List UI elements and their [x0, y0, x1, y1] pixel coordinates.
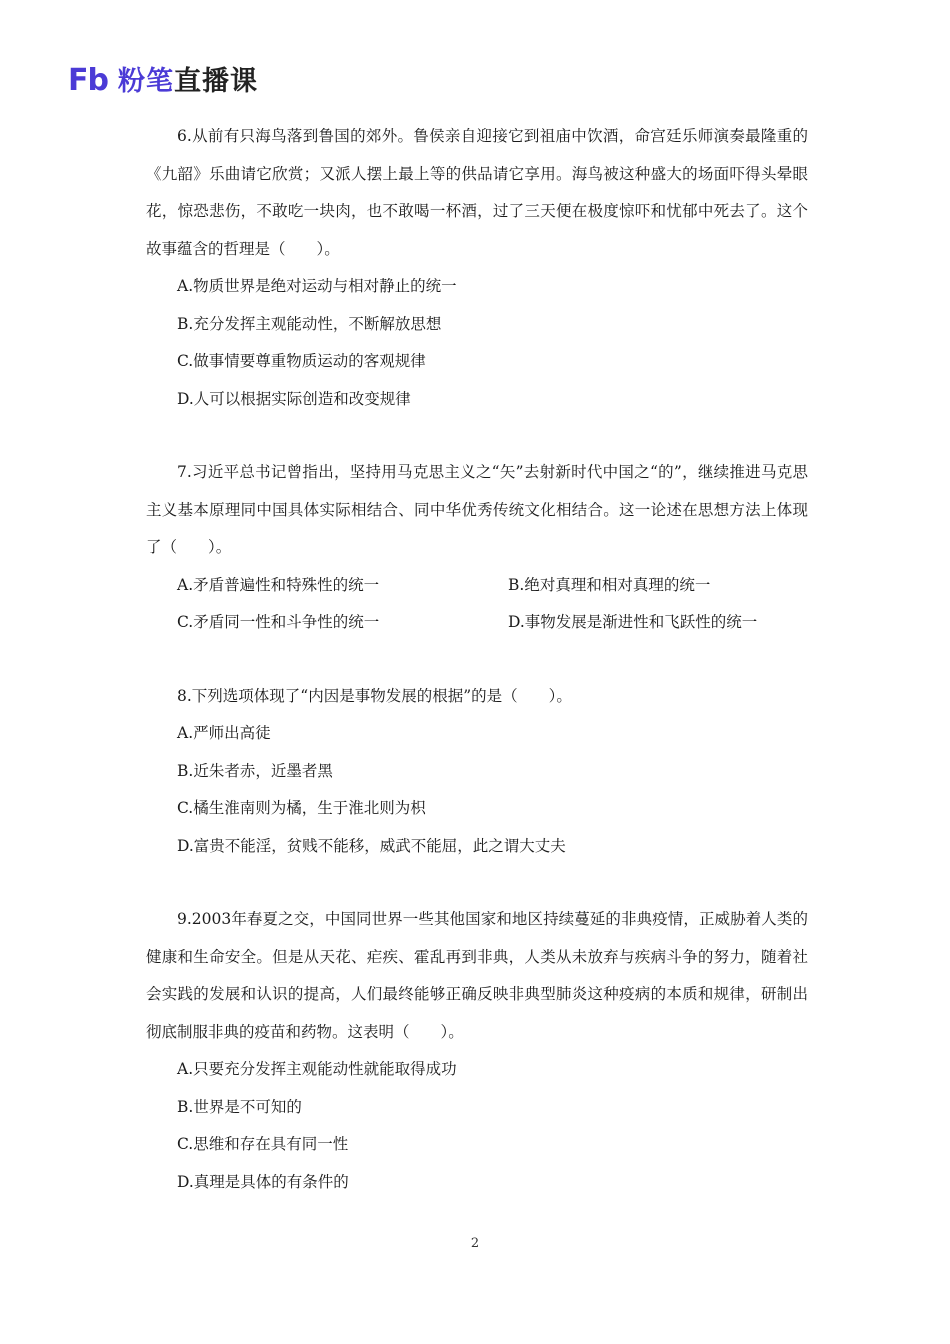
option-a: A.只要充分发挥主观能动性就能取得成功: [177, 1060, 457, 1078]
question-stem: 9.2003年春夏之交，中国同世界一些其他国家和地区持续蔓延的非典疫情，正威胁着人类的健康和生命安全。但是从天花、疟疾、霍乱再到非典，人类从未放弃与疾病斗争的努力，随着社会实践的发展和认识的提高，人们最终能够正确反映非典型肺炎这种疫病的本质和规律，研制出彻底制服非典的疫苗和药物。这表明（ ）。: [146, 910, 808, 1041]
option-row: [146, 604, 808, 642]
option-b: B.充分发挥主观能动性，不断解放思想: [177, 314, 442, 333]
question-stem: 8.下列选项体现了“内因是事物发展的根据”的是（ ）。: [177, 686, 572, 705]
question-8: [146, 678, 808, 866]
document-body: [146, 118, 808, 1237]
option-d: D.富贵不能淫，贫贱不能移，威武不能屈，此之谓大丈夫: [177, 836, 566, 855]
option-a: A.物质世界是绝对运动与相对静止的统一: [177, 277, 457, 295]
logo-text: [117, 65, 258, 97]
option-c: C.矛盾同一性和斗争性的统一: [177, 613, 380, 631]
option-c: C.橘生淮南则为橘，生于淮北则为枳: [177, 799, 426, 817]
option-a: A.矛盾普遍性和特殊性的统一: [177, 575, 380, 594]
fb-logo-icon: Fb: [68, 63, 108, 98]
logo-brand-text: 粉笔: [117, 65, 174, 97]
option-b: B.世界是不可知的: [177, 1097, 302, 1116]
option-d: D.人可以根据实际创造和改变规律: [177, 389, 411, 408]
option-c: C.做事情要尊重物质运动的客观规律: [177, 352, 426, 370]
question-6: [146, 118, 808, 418]
option-c: C.思维和存在具有同一性: [177, 1135, 349, 1153]
option-row: [146, 567, 808, 605]
option-b: B.近朱者赤，近墨者黑: [177, 761, 333, 780]
question-stem: 7.习近平总书记曾指出，坚持用马克思主义之“矢”去射新时代中国之“的”，继续推进马克思主义基本原理同中国具体实际相结合、同中华优秀传统文化相结合。这一论述在思想方法上体现了（ ）。: [146, 463, 808, 556]
option-b: B.绝对真理和相对真理的统一: [508, 575, 711, 594]
question-9: [146, 901, 808, 1201]
option-d: D.真理是具体的有条件的: [177, 1172, 349, 1191]
question-7: [146, 454, 808, 642]
option-a: A.严师出高徒: [177, 724, 271, 742]
logo-rest-text: 直播课: [173, 65, 258, 97]
option-d: D.事物发展是渐进性和飞跃性的统一: [508, 613, 758, 631]
brand-logo: [68, 64, 258, 98]
question-stem: 6.从前有只海鸟落到鲁国的郊外。鲁侯亲自迎接它到祖庙中饮酒，命宫廷乐师演奏最隆重的《九韶》乐曲请它欣赏；又派人摆上最上等的供品请它享用。海鸟被这种盛大的场面吓得头晕眼花，惊恐悲伤，不敢吃一块肉，也不敢喝一杯酒，过了三天便在极度惊吓和忧郁中死去了。这个故事蕴含的哲理是（ ）。: [146, 127, 808, 258]
page-number: 2: [470, 1236, 480, 1251]
